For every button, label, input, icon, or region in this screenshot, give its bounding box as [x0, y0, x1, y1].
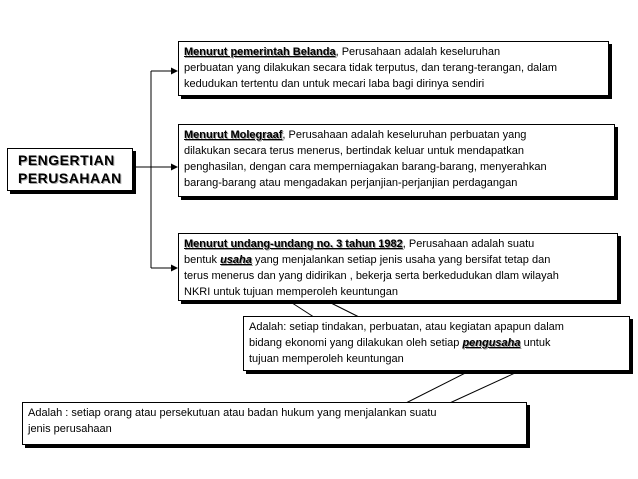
main-topic-line1: PENGERTIAN [18, 152, 115, 168]
belanda-heading: Menurut pemerintah Belanda [184, 46, 336, 58]
arrowhead-uu [171, 265, 178, 272]
definition-box-molegraaf [178, 124, 615, 197]
uu-line2 [184, 252, 612, 268]
uu-heading: Menurut undang-undang no. 3 tahun 1982 [184, 238, 403, 250]
usaha-note-line2-post: untuk [520, 337, 551, 349]
uu-line2-post: yang menjalankan setiap jenis usaha yang bersifat tetap dan [251, 254, 551, 266]
note-box-usaha [243, 316, 630, 371]
belanda-line1 [184, 44, 603, 60]
molegraaf-line1 [184, 127, 609, 143]
molegraaf-line1-rest: , Perusahaan adalah keseluruhan perbuatan yang [282, 129, 527, 141]
definition-box-belanda [178, 41, 609, 96]
pengusaha-note-line2: jenis perusahaan [28, 423, 112, 435]
usaha-note-line2-pre: bidang ekonomi yang dilakukan oleh setiap [249, 337, 463, 349]
usaha-note-line3: tujuan memperoleh keuntungan [249, 353, 404, 365]
molegraaf-line3: penghasilan, dengan cara memperniagakan barang-barang, menyerahkan [184, 161, 547, 173]
belanda-line2: perbuatan yang dilakukan secara tidak terputus, dan terang-terangan, dalam [184, 62, 558, 74]
usaha-note-line1: Adalah: setiap tindakan, perbuatan, atau kegiatan apapun dalam [249, 321, 564, 333]
belanda-line1-rest: , Perusahaan adalah keseluruhan [335, 46, 501, 58]
uu-line1 [184, 236, 612, 252]
uu-line1-rest: , Perusahaan adalah suatu [402, 238, 535, 250]
note-box-pengusaha [22, 402, 527, 445]
uu-line2-pre: bentuk [184, 254, 221, 266]
pengusaha-note-line1: Adalah : setiap orang atau persekutuan atau badan hukum yang menjalankan suatu [28, 407, 437, 419]
main-topic-line2: PERUSAHAAN [18, 170, 122, 186]
molegraaf-line4: barang-barang atau mengadakan perjanjian-perjanjian perdagangan [184, 177, 518, 189]
usaha-keyword: usaha [220, 254, 252, 266]
usaha-note-line2 [249, 335, 624, 351]
arrowhead-molegraaf [171, 164, 178, 171]
main-topic-box [7, 148, 133, 191]
arrowhead-belanda [171, 68, 178, 75]
belanda-line3: kedudukan tertentu dan untuk mecari laba bagi dirinya sendiri [184, 78, 485, 90]
molegraaf-line2: dilakukan secara terus menerus, bertindak keluar untuk mendapatkan [184, 145, 524, 157]
uu-line4: NKRI untuk tujuan memperoleh keuntungan [184, 286, 399, 298]
definition-box-uu [178, 233, 618, 301]
pengusaha-keyword: pengusaha [462, 337, 521, 349]
uu-line3: terus menerus dan yang didirikan , bekerja serta berkedudukan dlam wilayah [184, 270, 559, 282]
molegraaf-heading: Menurut Molegraaf [184, 129, 283, 141]
